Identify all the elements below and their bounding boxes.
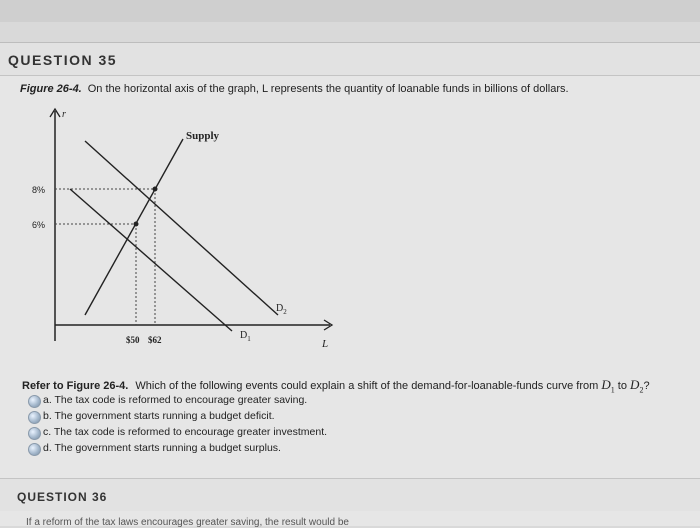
equilibrium-point-low: [134, 222, 139, 227]
d1-label-letter: D: [240, 330, 248, 341]
prompt-d2: [630, 377, 644, 395]
prompt-d2-sub: 2: [639, 385, 644, 395]
y-tick-6pct: 6%: [32, 220, 46, 230]
x-axis-label: L: [322, 338, 329, 350]
d1-label: [240, 330, 251, 343]
y-tick-8pct: 8%: [32, 185, 46, 195]
figure-caption: [20, 83, 569, 95]
figure-ref: Figure 26-4.: [20, 83, 82, 95]
supply-label: Supply: [186, 130, 220, 142]
d2-label-sub: 2: [283, 308, 287, 316]
equilibrium-point-high: [153, 187, 158, 192]
answer-option-a-label: a. The tax code is reformed to encourage greater saving.: [43, 394, 308, 406]
prompt-ref: Refer to Figure 26-4.: [22, 380, 129, 392]
figure-caption-text: On the horizontal axis of the graph, L represents the quantity of loanable funds in billions of dollars.: [87, 83, 569, 95]
x-tick-50: $50: [126, 335, 140, 345]
d2-label-letter: D: [276, 303, 284, 314]
question-prompt: [22, 377, 650, 395]
browser-top-band: [0, 0, 700, 22]
prompt-d1-letter: D: [601, 377, 611, 392]
prompt-d1-sub: 1: [610, 385, 615, 395]
radio-button-c[interactable]: [28, 427, 41, 440]
next-question-header: [0, 478, 700, 511]
answer-option-c-label: c. The tax code is reformed to encourage greater investment.: [43, 426, 328, 438]
radio-button-b[interactable]: [28, 411, 41, 424]
d1-label-sub: 1: [247, 335, 251, 343]
prompt-text: Which of the following events could explain a shift of the demand-for-loanable-funds curve from: [135, 380, 599, 392]
next-question-title: QUESTION 36: [17, 490, 108, 504]
y-axis-label: r: [62, 109, 66, 120]
question-header: [0, 43, 700, 76]
demand-curve-d1: [70, 189, 232, 331]
answer-option-b-label: b. The government starts running a budget deficit.: [43, 410, 275, 422]
question-panel: [0, 42, 700, 526]
radio-button-a[interactable]: [28, 395, 41, 408]
next-question-preview: If a reform of the tax laws encourages greater saving, the result would be: [26, 517, 349, 528]
answer-option-d-label: d. The government starts running a budget surplus.: [43, 442, 281, 454]
radio-button-d[interactable]: [28, 443, 41, 456]
prompt-end: ?: [643, 380, 650, 392]
loanable-funds-graph: [0, 103, 360, 353]
x-tick-62: $62: [148, 335, 162, 345]
prompt-d2-letter: D: [630, 377, 640, 392]
supply-curve: [85, 139, 183, 315]
prompt-to: to: [617, 380, 627, 392]
question-title: QUESTION 35: [8, 52, 118, 68]
prompt-d1: [601, 377, 615, 395]
